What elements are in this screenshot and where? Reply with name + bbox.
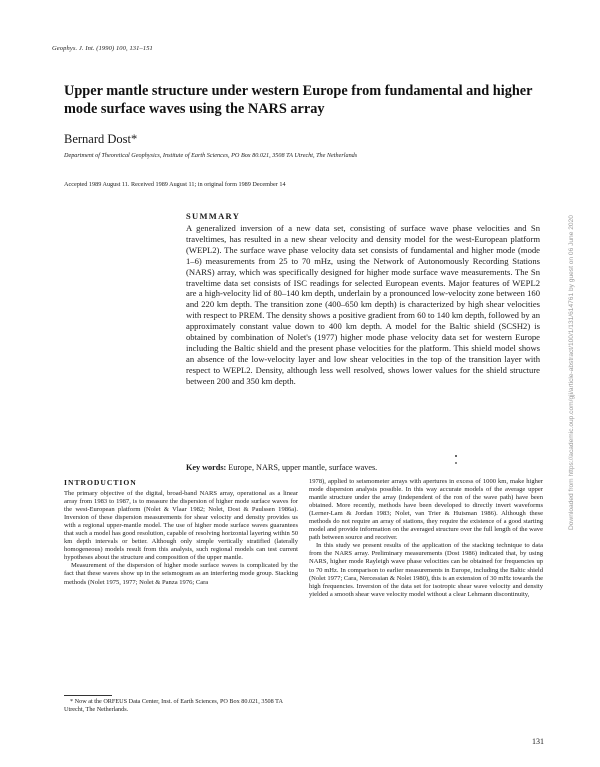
page-number: 131 [532, 737, 544, 746]
introduction-heading: INTRODUCTION [64, 478, 137, 487]
intro-paragraph-4: In this study we present results of the application of the stacking technique to data from the NARS array. Preliminary measurements (Dost 1986) indicated that, by using NARS, higher mode Rayleigh wave phase velocities can be obtained for frequencies up to 70 mHz. In comparison to earlier measurements in Europe, including the Baltic shield (Nolet 1977; Cara, Nercessian & Nolet 1980), this is an extension of 30 mHz towards the high frequencies. Inversion of the data set for isotropic shear wave velocity and density yielded a smooth shear wave velocity model without a clear Lehmann discontinuity, [309, 542, 543, 598]
keywords-list: Europe, NARS, upper mantle, surface waves. [228, 463, 378, 472]
author-affiliation: Department of Theoretical Geophysics, Institute of Earth Sciences, PO Box 80.021, 3508 TA Utrecht, The Netherlands [64, 152, 358, 159]
intro-paragraph-1: The primary objective of the digital, broad-band NARS array, operational as a linear array from 1983 to 1987, is to measure the dispersion of higher mode surface waves for the west-European platform (Nolet & Vlaar 1982; Nolet, Dost & Paulssen 1986a). Inversion of these dispersion measurements for shear velocity and density provides us with a regional upper-mantle model. The use of higher mode surface waves guarantees that such a model has good resolution, capable of resolving horizontal layering within 50 km depth intervals or better. Although only simple vertically stratified (laterally homogeneous) models result from this analysis, such regional models can test current hypotheses about the structure and composition of the upper mantle. [64, 490, 298, 562]
author-name: Bernard Dost* [64, 132, 138, 146]
keywords-line [186, 463, 377, 472]
stray-mark [455, 455, 457, 457]
left-column [64, 490, 298, 587]
summary-heading: SUMMARY [186, 211, 241, 221]
intro-paragraph-2: Measurement of the dispersion of higher mode surface waves is complicated by the fact that these waves show up in the seismogram as an interfering mode group. Stacking methods (Nolet 1975, 1977; Nolet & Panza 1976; Cara [64, 562, 298, 586]
paper-title: Upper mantle structure under western Europe from fundamental and higher mode surface waves using the NARS array [64, 83, 533, 117]
intro-paragraph-3: 1978), applied to seismometer arrays with apertures in excess of 1000 km, make higher mode dispersion analysis possible. In this way accurate models of the average upper mantle structure under the array (independent of the ron of the wave path) have been obtained. More recently, methods have been developed to directly invert waveforms (Lerner-Lam & Jordan 1983; Nolet, van Trier & Huisman 1986). Although these methods do not require an array of stations, they require the existence of a good starting model and provide information on the averaged structure over the full length of the wave path between source and receiver. [309, 478, 543, 542]
keywords-label: Key words: [186, 463, 227, 472]
download-watermark: Downloaded from https://academic.oup.com/gji/article-abstract/100/1/131/614761 by guest on 06 June 2020 [568, 215, 575, 530]
summary-text: A generalized inversion of a new data set, consisting of surface wave phase velocities and Sn traveltimes, has resulted in a new shear velocity and density model for the west-European platform (WEPL2). The surface wave phase velocity data set consists of fundamental and higher mode (mode 1–6) measurements from 25 to 70 mHz, using the Network of Autonomously Recording Stations (NARS) array, which was specifically designed for higher mode surface wave measurements. The Sn traveltime data set consists of ISC readings for selected European events. Major features of WEPL2 are a high-velocity lid of 80–140 km depth, underlain by a pronounced low-velocity zone between 160 and 220 km depth. The transition zone (400–650 km depth) is characterized by high shear velocities with respect to PREM. The density shows a positive gradient from 60 to 140 km depth, followed by an approximately constant value down to 400 km depth. A model for the Baltic shield (SCSH2) is obtained by combination of Nolet's (1977) higher mode phase velocity data set for western Europe including the Baltic shield and the present phase velocities for the platform. This shield model shows an absence of the low-velocity layer and low shear velocities in the top of the transition layer with respect to WEPL2. Density, although less well resolved, shows lower values for the shield structure between 200 and 350 km depth. [186, 223, 540, 386]
stray-mark [455, 462, 457, 464]
right-column [309, 478, 543, 599]
footnote-divider [64, 695, 112, 696]
footnote: * Now at the ORFEUS Data Center, Inst. of Earth Sciences, PO Box 80.021, 3508 TA Utrecht, The Netherlands. [64, 698, 283, 713]
received-dates: Accepted 1989 August 11. Received 1989 August 11; in original form 1989 December 14 [64, 181, 286, 188]
journal-reference: Geophys. J. Int. (1990) 100, 131–151 [52, 45, 153, 52]
